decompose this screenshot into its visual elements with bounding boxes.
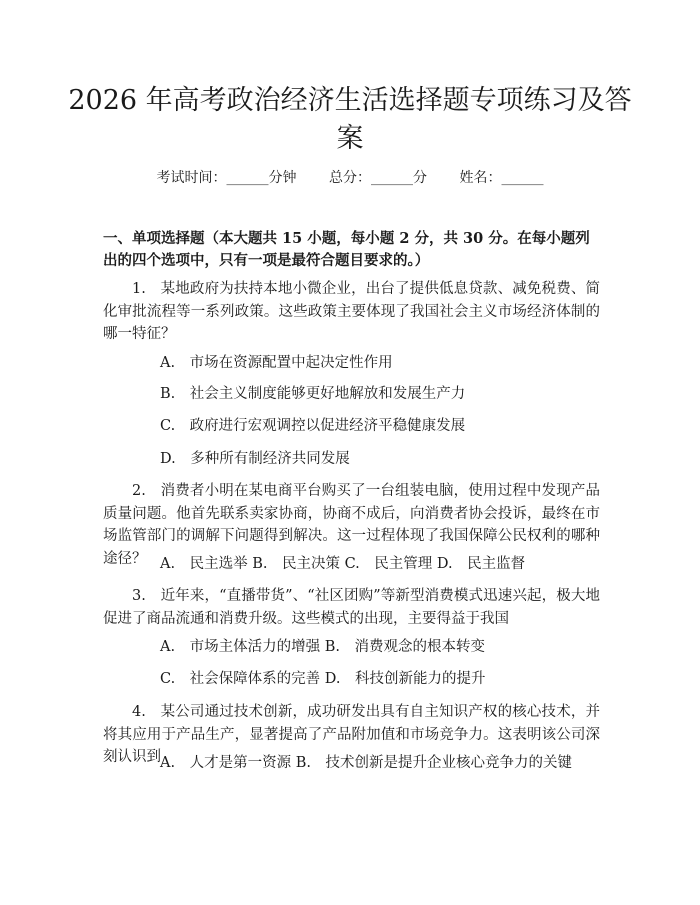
- question-2: 2. 消费者小明在某电商平台购买了一台组装电脑，使用过程中发现产品质量问题。他首先联系卖家协商，协商不成后，向消费者协会投诉，最终在市场监管部门的调解下问题得到解决。这一过程体现了我国保障公民权利的哪种途径？: [103, 483, 600, 567]
- question-3-options-cd: C. 社会保障体系的完善 D. 科技创新能力的提升: [160, 671, 486, 687]
- total-score: 总分：______分: [329, 170, 427, 186]
- document-title: 2026 年高考政治经济生活选择题专项练习及答案: [68, 85, 632, 154]
- exam-time: 考试时间：______分钟: [156, 170, 297, 186]
- question-1-option-a: A. 市场在资源配置中起决定性作用: [160, 355, 393, 371]
- section-heading: 一、单项选择题（本大题共 15 小题，每小题 2 分，共 30 分。在每小题列出的四个选项中，只有一项是最符合题目要求的。）: [103, 230, 590, 269]
- exam-meta: [0, 168, 700, 188]
- question-2-options: A. 民主选举 B. 民主决策 C. 民主管理 D. 民主监督: [160, 556, 526, 572]
- question-3-options-ab: A. 市场主体活力的增强 B. 消费观念的根本转变: [160, 639, 485, 655]
- question-4: 4. 某公司通过技术创新，成功研发出具有自主知识产权的核心技术，并将其应用于产品生产，显著提高了产品附加值和市场竞争力。这表明该公司深刻认识到: [103, 704, 600, 765]
- question-1: 1. 某地政府为扶持本地小微企业，出台了提供低息贷款、减免税费、简化审批流程等一系列政策。这些政策主要体现了我国社会主义市场经济体制的哪一特征？: [103, 281, 600, 342]
- question-1-option-c: C. 政府进行宏观调控以促进经济平稳健康发展: [160, 418, 466, 434]
- question-4-options: A. 人才是第一资源 B. 技术创新是提升企业核心竞争力的关键: [160, 755, 572, 771]
- student-name: 姓名：______: [459, 170, 544, 186]
- question-1-option-d: D. 多种所有制经济共同发展: [160, 451, 350, 467]
- question-3: 3. 近年来，“直播带货”、“社区团购”等新型消费模式迅速兴起，极大地促进了商品流通和消费升级。这些模式的出现，主要得益于我国: [103, 588, 600, 627]
- question-1-option-b: B. 社会主义制度能够更好地解放和发展生产力: [160, 386, 466, 402]
